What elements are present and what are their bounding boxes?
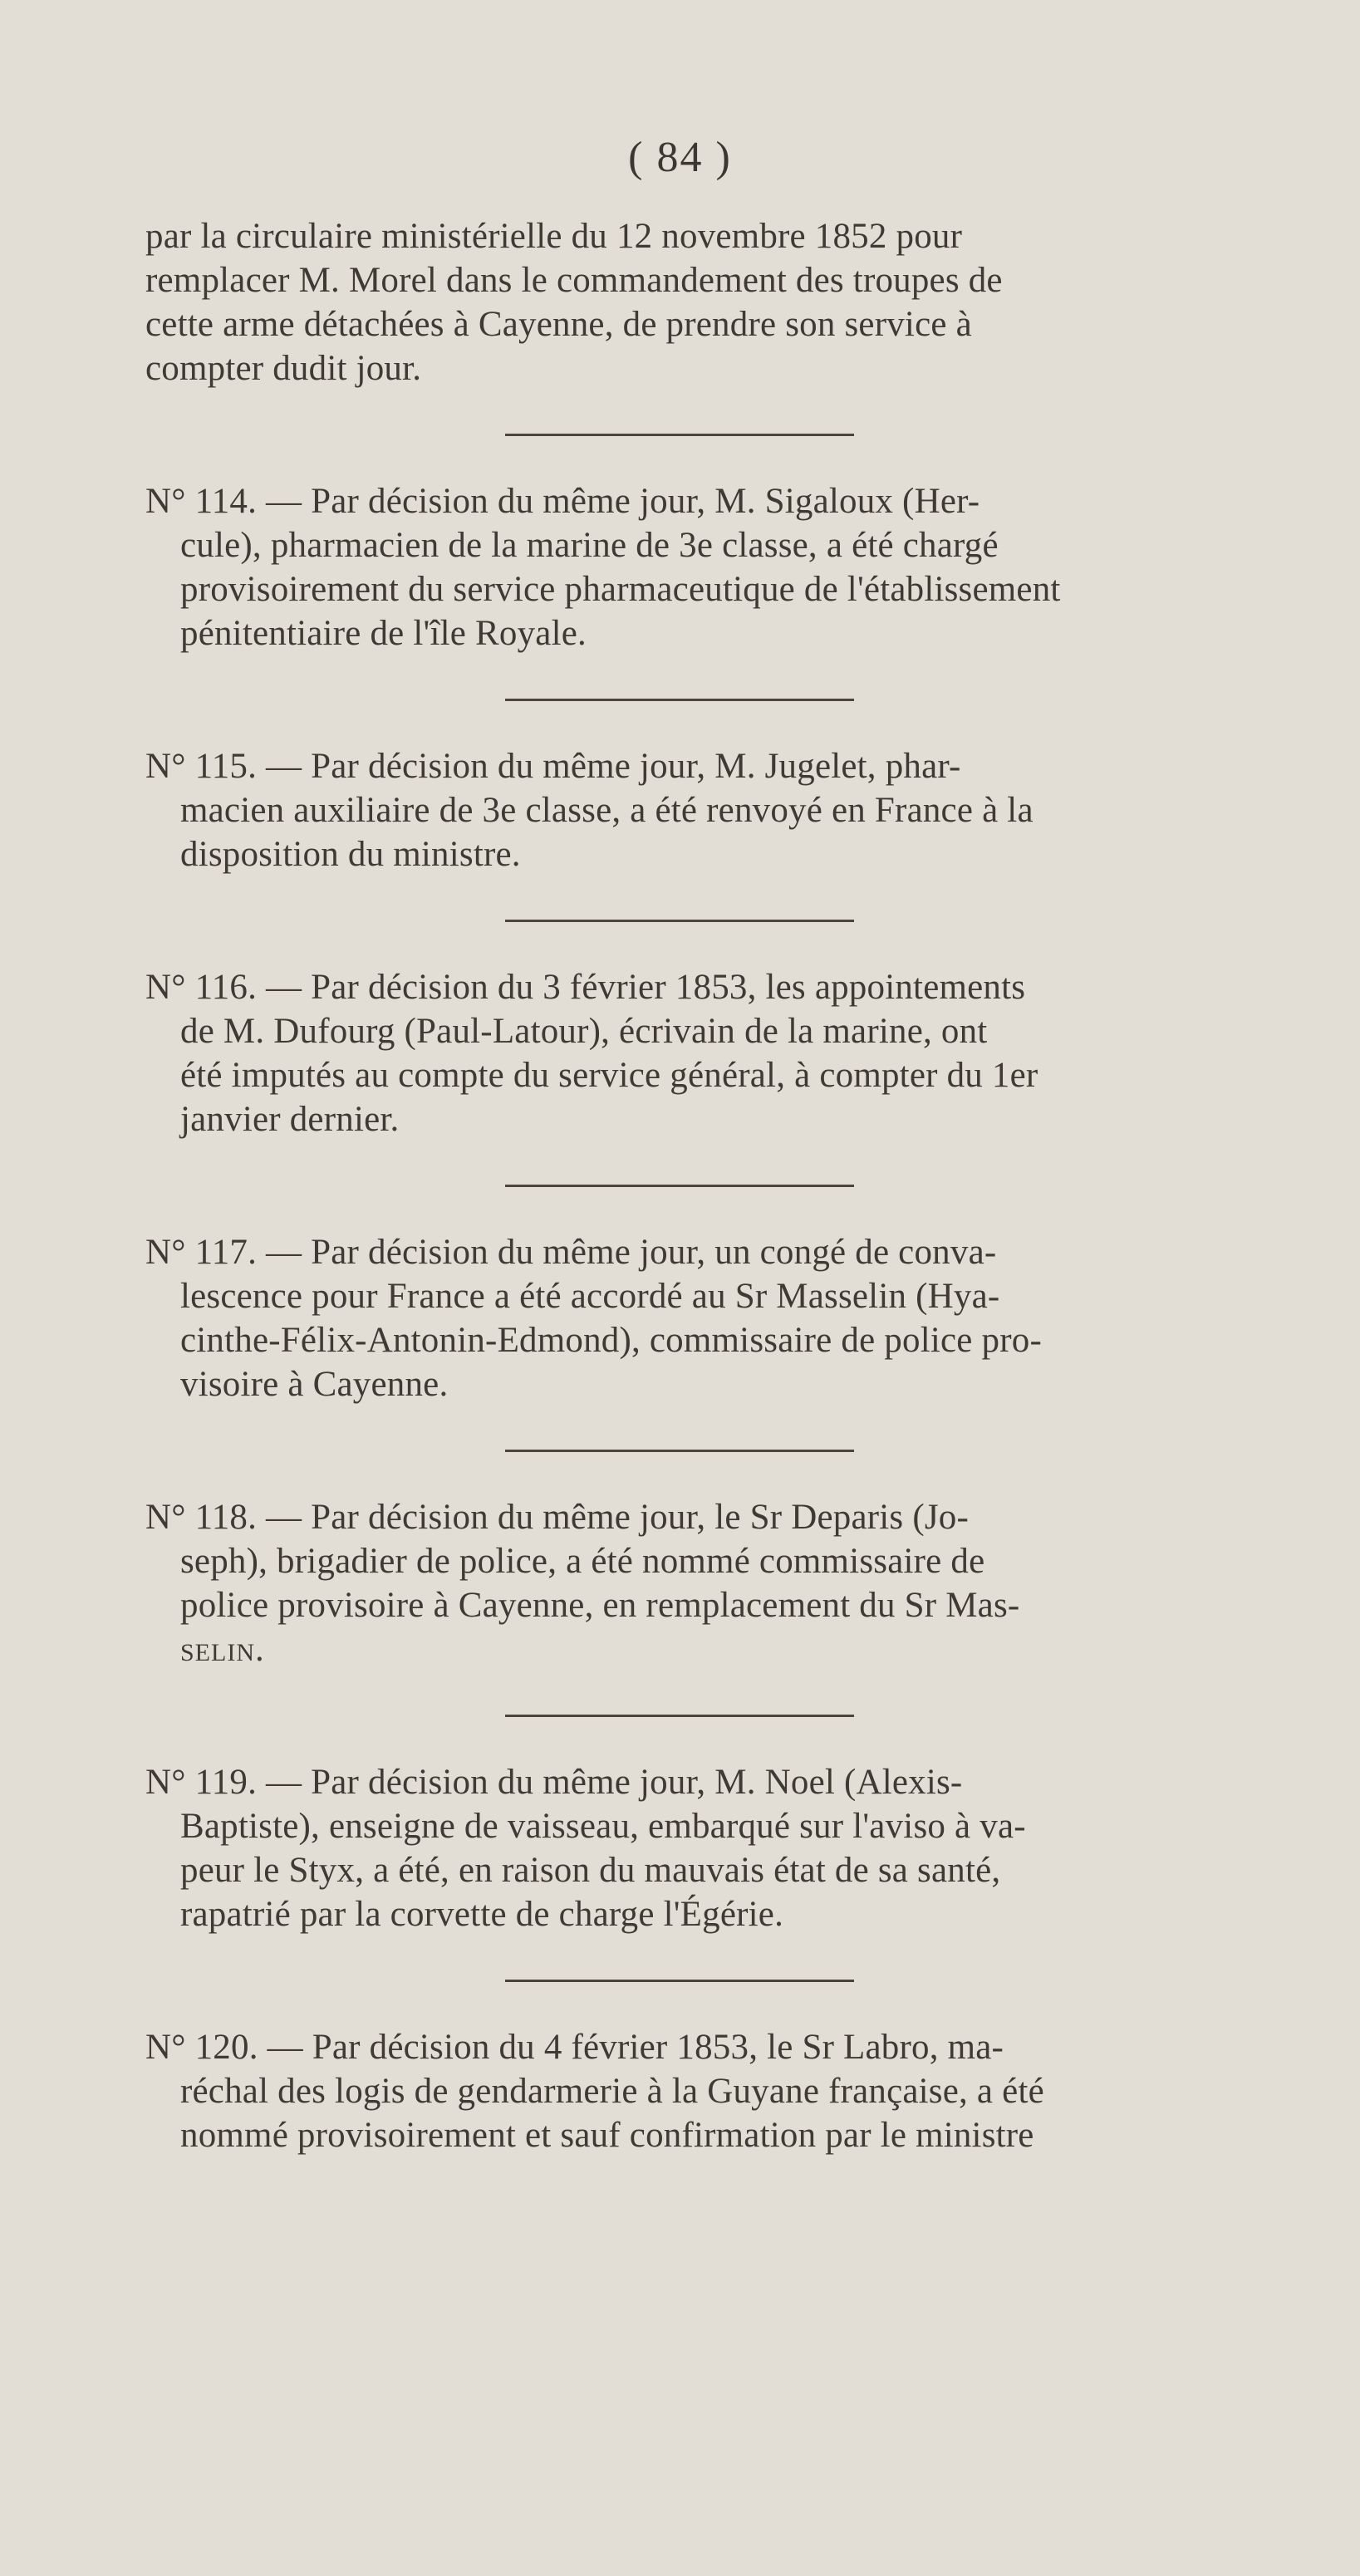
text-line: cinthe-Félix-Antonin-Edmond), commissaire de police pro-	[180, 1321, 1042, 1360]
text-line: remplacer M. Morel dans le commandement des troupes de	[145, 261, 1003, 300]
separator-rule	[505, 1980, 854, 1982]
separator-rule	[505, 1715, 854, 1717]
text-line: seph), brigadier de police, a été nommé commissaire de	[180, 1542, 985, 1581]
text-line: N° 118. — Par décision du même jour, le Sr Deparis (Jo-	[145, 1498, 969, 1537]
text-column	[145, 214, 1304, 2157]
text-line: janvier dernier.	[180, 1100, 400, 1139]
text-line: disposition du ministre.	[180, 835, 521, 874]
entry-117	[145, 1230, 1304, 1406]
text-line: rapatrié par la corvette de charge l'Égérie.	[180, 1895, 784, 1934]
text-line: police provisoire à Cayenne, en remplacement du Sr Mas-	[180, 1586, 1020, 1625]
text-line: N° 115. — Par décision du même jour, M. Jugelet, phar-	[145, 747, 961, 786]
entry-119	[145, 1760, 1304, 1936]
text-line: visoire à Cayenne.	[180, 1365, 449, 1404]
text-line: par la circulaire ministérielle du 12 novembre 1852 pour	[145, 217, 963, 256]
text-line: selin.	[180, 1630, 265, 1669]
opening-paragraph	[145, 214, 1304, 390]
text-line: N° 117. — Par décision du même jour, un congé de conva-	[145, 1233, 997, 1272]
text-line: cule), pharmacien de la marine de 3e classe, a été chargé	[180, 526, 999, 565]
text-line: compter dudit jour.	[145, 349, 422, 388]
separator-rule	[505, 1185, 854, 1187]
entry-118	[145, 1495, 1304, 1671]
separator-rule	[505, 434, 854, 436]
text-line: N° 120. — Par décision du 4 février 1853, le Sr Labro, ma-	[145, 2028, 1004, 2067]
entry-114	[145, 479, 1304, 655]
text-line: cette arme détachées à Cayenne, de prendre son service à	[145, 305, 972, 344]
separator-rule	[505, 699, 854, 701]
text-line: été imputés au compte du service général, à compter du 1er	[180, 1056, 1038, 1095]
text-line: de M. Dufourg (Paul-Latour), écrivain de la marine, ont	[180, 1012, 988, 1051]
page-number: ( 84 )	[628, 134, 732, 181]
text-line: macien auxiliaire de 3e classe, a été renvoyé en France à la	[180, 791, 1034, 830]
separator-rule	[505, 1450, 854, 1452]
entry-116	[145, 965, 1304, 1141]
text-line: pénitentiaire de l'île Royale.	[180, 614, 587, 653]
entry-120	[145, 2025, 1304, 2157]
separator-rule	[505, 920, 854, 922]
text-line: lescence pour France a été accordé au Sr Masselin (Hya-	[180, 1277, 1000, 1316]
text-line: peur le Styx, a été, en raison du mauvais état de sa santé,	[180, 1851, 1001, 1890]
text-line: réchal des logis de gendarmerie à la Guyane française, a été	[180, 2072, 1044, 2111]
text-line: N° 116. — Par décision du 3 février 1853, les appointements	[145, 968, 1026, 1007]
text-line: Baptiste), enseigne de vaisseau, embarqué sur l'aviso à va-	[180, 1807, 1026, 1846]
text-line: N° 119. — Par décision du même jour, M. Noel (Alexis-	[145, 1763, 963, 1802]
text-line: provisoirement du service pharmaceutique de l'établissement	[180, 570, 1061, 609]
text-line: nommé provisoirement et sauf confirmation par le ministre	[180, 2116, 1034, 2155]
entry-115	[145, 744, 1304, 876]
text-line: N° 114. — Par décision du même jour, M. Sigaloux (Her-	[145, 482, 980, 521]
